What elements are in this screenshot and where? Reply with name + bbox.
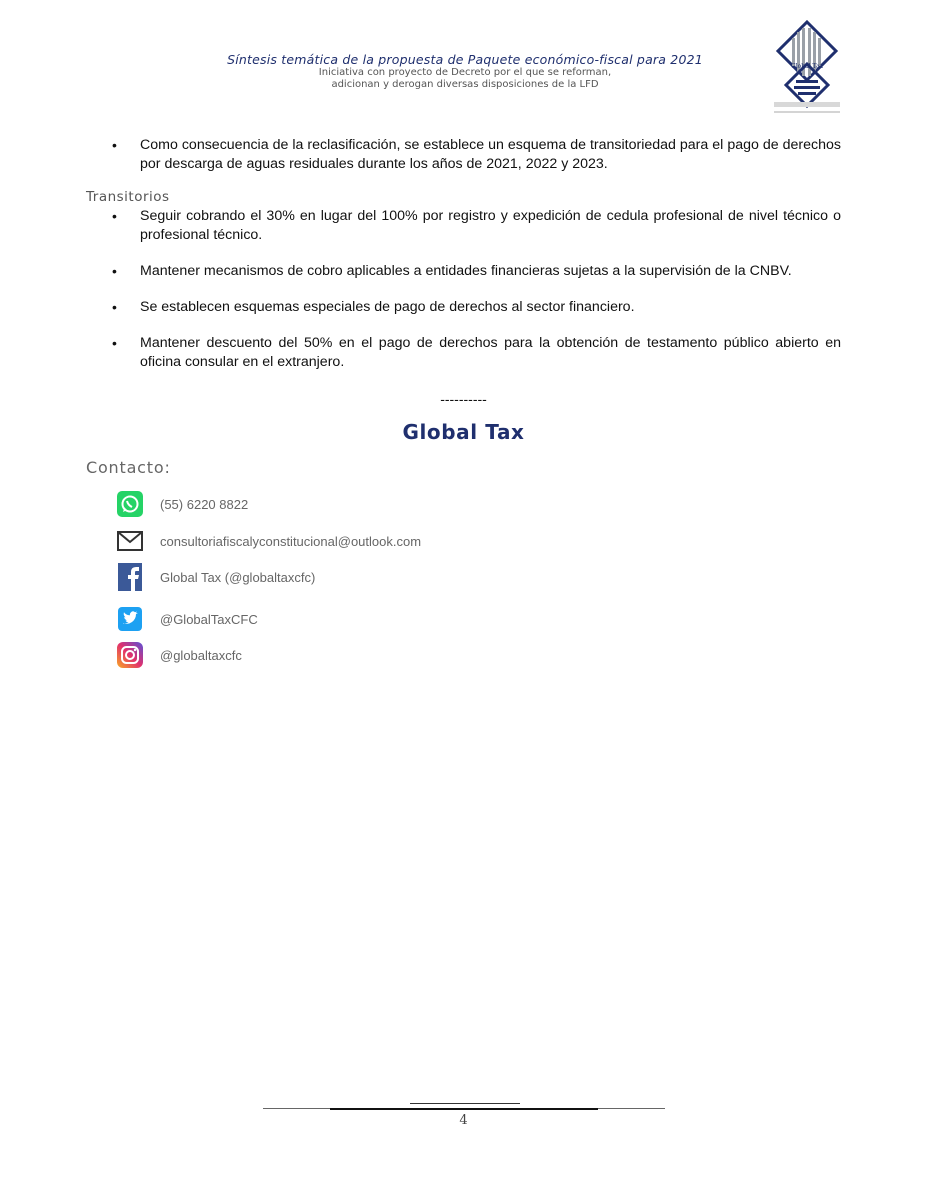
contact-email-text: consultoriafiscalyconstitucional@outlook.com	[160, 533, 422, 549]
footer-divider-bold	[330, 1108, 598, 1110]
page-number: 4	[459, 1113, 468, 1128]
svg-text:Global Tax: Global Tax	[790, 63, 824, 70]
contact-facebook[interactable]	[116, 563, 315, 591]
list-item: • Se establecen esquemas especiales de pago de derechos al sector financiero.	[86, 298, 841, 317]
twitter-icon	[116, 605, 144, 633]
global-tax-logo	[770, 20, 844, 114]
instagram-icon	[116, 641, 144, 669]
contact-instagram[interactable]	[116, 641, 242, 669]
facebook-icon	[116, 563, 144, 591]
whatsapp-icon	[116, 490, 144, 518]
footer-divider-short	[410, 1103, 520, 1104]
list-item: • Mantener mecanismos de cobro aplicables a entidades financieras sujetas a la supervisión de la CNBV.	[86, 262, 841, 281]
section-heading: Transitorios	[86, 189, 170, 205]
header-subtitle-2: adicionan y derogan diversas disposiciones de la LFD	[331, 79, 599, 90]
email-icon	[116, 527, 144, 555]
list-item: • Como consecuencia de la reclasificación, se establece un esquema de transitoriedad para el pago de derechos por descarga de aguas residuales durante los años de 2021, 2022 y 2023.	[86, 136, 841, 174]
separator: ----------	[440, 391, 487, 407]
contact-instagram-text: @globaltaxcfc	[160, 647, 242, 663]
page-header	[180, 52, 750, 91]
list-item: • Seguir cobrando el 30% en lugar del 100% por registro y expedición de cedula profesional de nivel técnico o profesional técnico.	[86, 207, 841, 245]
brand-title: Global Tax	[402, 420, 525, 444]
transitorios-bullet-list	[86, 207, 841, 372]
contact-phone: (55) 6220 8822	[160, 496, 249, 512]
header-subtitle-1: Iniciativa con proyecto de Decreto por el que se reforman,	[318, 67, 612, 78]
contact-email[interactable]	[116, 527, 421, 555]
document-body	[86, 136, 841, 477]
contact-twitter[interactable]	[116, 605, 258, 633]
contact-heading: Contacto:	[86, 458, 171, 477]
contact-whatsapp[interactable]	[116, 490, 248, 518]
intro-bullet-list	[86, 136, 841, 174]
contact-twitter-text: @GlobalTaxCFC	[160, 611, 258, 627]
header-title: Síntesis temática de la propuesta de Paquete económico-fiscal para 2021	[227, 52, 703, 67]
contact-facebook-text: Global Tax (@globaltaxcfc)	[160, 569, 316, 585]
list-item: • Mantener descuento del 50% en el pago de derechos para la obtención de testamento público abierto en oficina consular en el extranjero.	[86, 334, 841, 372]
